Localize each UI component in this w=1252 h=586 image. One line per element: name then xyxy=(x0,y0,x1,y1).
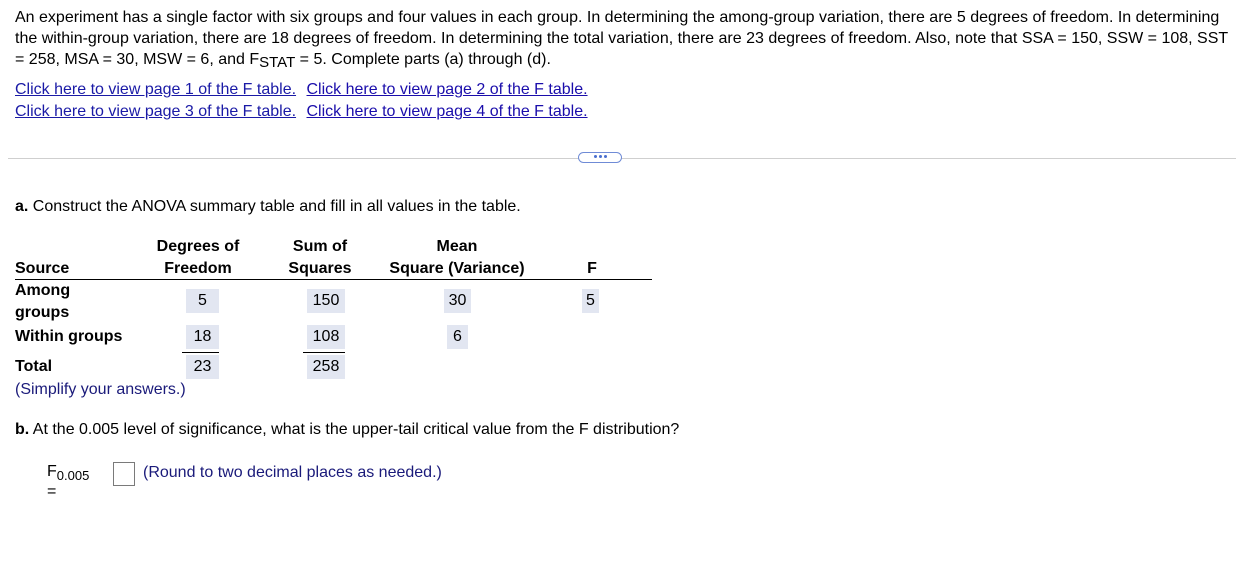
among-df-cell[interactable]: 5 xyxy=(186,289,219,313)
header-source: Source xyxy=(15,260,70,277)
part-a-question xyxy=(15,198,521,216)
ellipsis-icon xyxy=(599,155,602,158)
f-critical-label: $F_{0.005}$ = xyxy=(47,463,90,501)
header-sum-of-squares: Sum of Squares xyxy=(288,238,352,277)
simplify-note: (Simplify your answers.) xyxy=(15,381,186,398)
within-ms-cell[interactable]: 6 xyxy=(447,325,468,349)
problem-statement xyxy=(15,7,1240,70)
part-b-text: At the 0.005 level of significance, what is the upper-tail critical value from the F distribution? xyxy=(32,421,680,438)
f-critical-answer-input[interactable] xyxy=(113,462,135,486)
f-table-page-1-link[interactable]: Click here to view page 1 of the F table. xyxy=(15,81,297,98)
total-df-cell[interactable]: 23 xyxy=(186,355,219,379)
within-ss-cell[interactable]: 108 xyxy=(307,325,345,349)
df-sum-line xyxy=(182,352,219,353)
row-label-among-groups: Among groups xyxy=(15,282,71,321)
more-options-button[interactable] xyxy=(578,152,622,163)
part-a-label: a. xyxy=(15,198,29,215)
f-table-links xyxy=(15,79,594,123)
row-label-within-groups: Within groups xyxy=(15,328,123,345)
header-f: F xyxy=(587,260,597,277)
row-label-total: Total xyxy=(15,358,53,375)
among-ms-cell[interactable]: 30 xyxy=(444,289,471,313)
among-ss-cell[interactable]: 150 xyxy=(307,289,345,313)
total-ss-cell[interactable]: 258 xyxy=(307,355,345,379)
f-stat-subscript: STAT xyxy=(259,54,296,71)
ellipsis-icon xyxy=(604,155,607,158)
f-table-page-3-link[interactable]: Click here to view page 3 of the F table. xyxy=(15,103,297,120)
ss-sum-line xyxy=(303,352,345,353)
f-table-page-2-link[interactable]: Click here to view page 2 of the F table. xyxy=(306,81,588,98)
header-underline xyxy=(15,279,652,280)
part-a-text: Construct the ANOVA summary table and fill in all values in the table. xyxy=(32,198,521,215)
problem-text-end: = 5. Complete parts (a) through (d). xyxy=(295,51,551,68)
part-b-question xyxy=(15,421,679,439)
ellipsis-icon xyxy=(594,155,597,158)
rounding-hint: (Round to two decimal places as needed.) xyxy=(143,464,442,481)
part-b-label: b. xyxy=(15,421,30,438)
header-degrees-of-freedom: Degrees of Freedom xyxy=(156,238,240,277)
problem-text-start: An experiment has a single factor with six groups and four values in each group. In determining the among-group variation, there are 5 degrees of freedom. In determining the within-group variation, there are 18 degrees of freedom. In determining the total variation, there are 23 degrees of freedom. Also, note that SSA = 150, SSW = 108, SST = 258, MSA = 30, MSW = 6, and F xyxy=(15,9,1228,68)
section-divider xyxy=(8,158,1236,159)
within-df-cell[interactable]: 18 xyxy=(186,325,219,349)
among-f-cell[interactable]: 5 xyxy=(582,289,599,313)
header-mean-square: Mean Square (Variance) xyxy=(389,238,525,277)
f-table-page-4-link[interactable]: Click here to view page 4 of the F table. xyxy=(306,103,588,120)
